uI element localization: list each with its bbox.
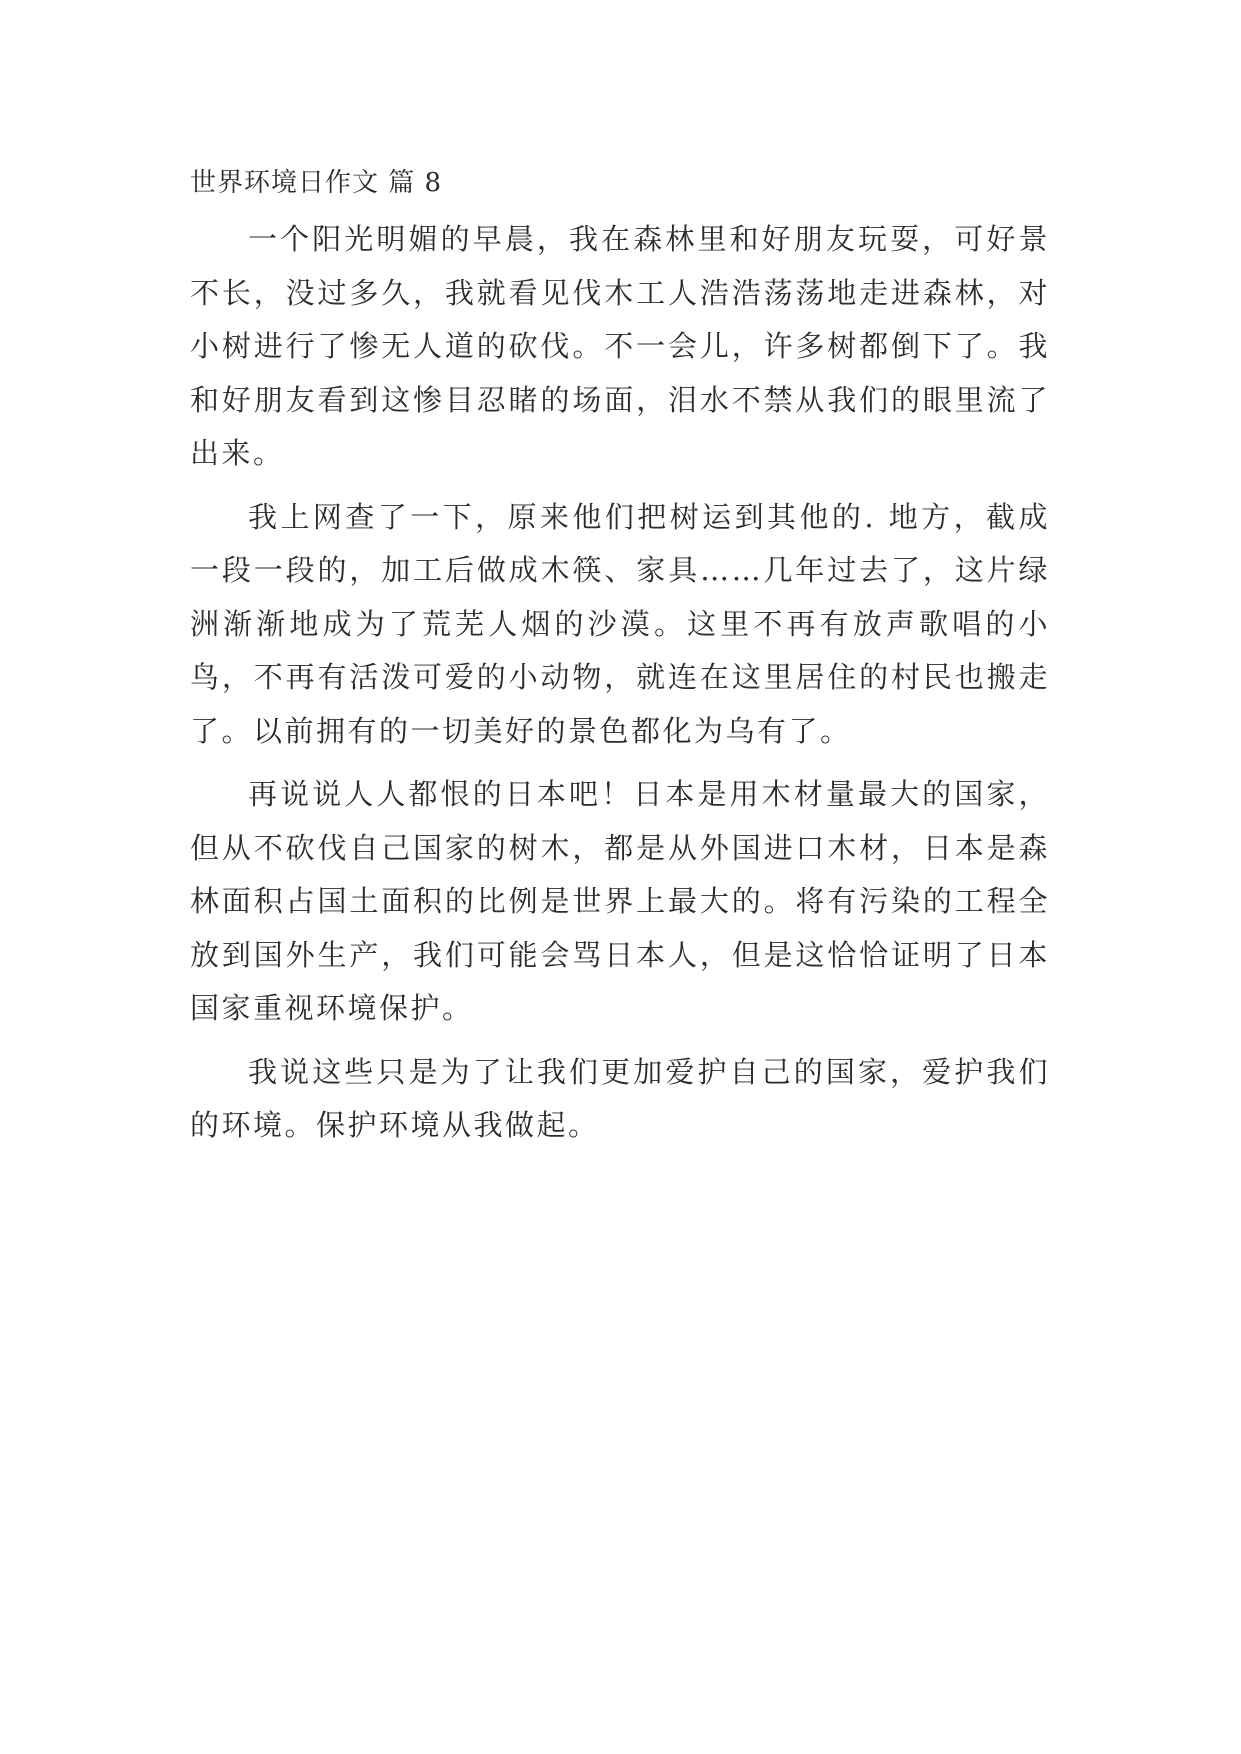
paragraph-4: 我说这些只是为了让我们更加爱护自己的国家，爱护我们的环境。保护环境从我做起。 (190, 1054, 1050, 1142)
document-title: 世界环境日作文 篇 8 (190, 168, 443, 198)
document-body (190, 163, 1050, 1153)
paragraph-2: 我上网查了一下，原来他们把树运到其他的. 地方，截成一段一段的，加工后做成木筷、家具……几年过去了，这片绿洲渐渐地成为了荒芜人烟的沙漠。这里不再有放声歌唱的小鸟，不再有活泼可爱的小动物，就连在这里居住的村民也搬走了。以前拥有的一切美好的景色都化为乌有了。 (190, 499, 1050, 748)
paragraph-3: 再说说人人都恨的日本吧！日本是用木材量最大的国家，但从不砍伐自己国家的树木，都是从外国进口木材，日本是森林面积占国土面积的比例是世界上最大的。将有污染的工程全放到国外生产，我们可能会骂日本人，但是这恰恰证明了日本国家重视环境保护。 (190, 777, 1050, 1025)
paragraph-1: 一个阳光明媚的早晨，我在森林里和好朋友玩耍，可好景不长，没过多久，我就看见伐木工人浩浩荡荡地走进森林，对小树进行了惨无人道的砍伐。不一会儿，许多树都倒下了。我和好朋友看到这惨目忍睹的场面，泪水不禁从我们的眼里流了出来。 (190, 222, 1050, 470)
